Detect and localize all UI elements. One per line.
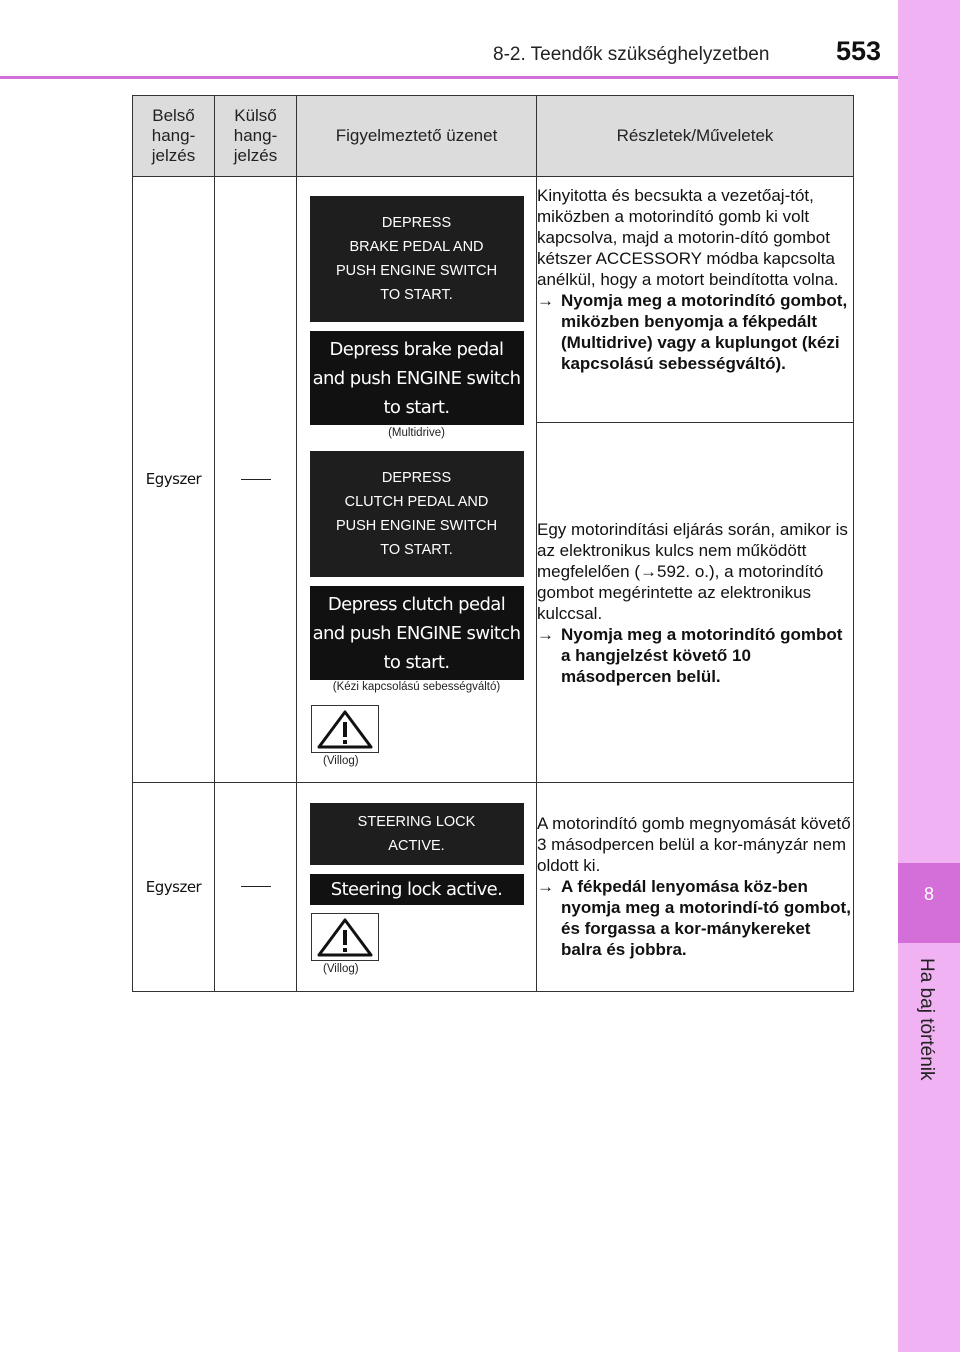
inner-buzzer-cell: Egyszer bbox=[133, 177, 215, 783]
table-header-row bbox=[133, 96, 854, 177]
detail-cell-b bbox=[537, 423, 854, 783]
warning-message-cell bbox=[297, 783, 537, 992]
detail-cell-c bbox=[537, 783, 854, 992]
warning-triangle-icon bbox=[311, 913, 379, 961]
caption-blink: (Villog) bbox=[323, 755, 359, 767]
message-display-lower-multidrive: Depress brake pedal and push ENGINE switch to start. bbox=[310, 331, 524, 425]
table-row bbox=[133, 783, 854, 992]
inner-buzzer-cell: Egyszer bbox=[133, 783, 215, 992]
header-details: Részletek/Műveletek bbox=[537, 96, 854, 177]
none-dash bbox=[241, 479, 271, 480]
detail-cell-a bbox=[537, 177, 854, 423]
warning-triangle-icon bbox=[311, 705, 379, 753]
arrow-right-icon: → bbox=[537, 624, 554, 644]
chapter-number: 8 bbox=[923, 884, 934, 904]
table-row bbox=[133, 177, 854, 423]
caption-blink: (Villog) bbox=[323, 963, 359, 975]
header-rule bbox=[0, 76, 898, 79]
message-display-lower-manual: Depress clutch pedal and push ENGINE switch to start. bbox=[310, 586, 524, 680]
warning-message-cell bbox=[297, 177, 537, 783]
detail-c-action: → A fékpedál lenyomása köz-ben nyomja meg a motorindí-tó gombot, és forgassa a kor-mánykereket balra és jobbra. bbox=[537, 877, 851, 959]
detail-a-text: Kinyitotta és becsukta a vezetőaj-tót, miközben a motorindító gomb ki volt kapcsolva, majd a motorin-dító gombot kétszer ACCESSORY módba kapcsolta anélkül, hogy a motort beindította volna. bbox=[537, 186, 839, 289]
message-display-steering-upper: STEERING LOCK ACTIVE. bbox=[310, 803, 524, 865]
chapter-title: Ha baj történik bbox=[916, 958, 937, 1081]
message-display-upper-multidrive: DEPRESS BRAKE PEDAL AND PUSH ENGINE SWITCH TO START. bbox=[310, 196, 524, 322]
detail-a-action: → Nyomja meg a motorindító gombot, miközben benyomja a fékpedált (Multidrive) vagy a kuplungot (kézi kapcsolású sebességváltó). bbox=[537, 291, 848, 373]
caption-manual: (Kézi kapcsolású sebességváltó) bbox=[332, 681, 501, 693]
caption-multidrive: (Multidrive) bbox=[388, 427, 445, 439]
detail-c-text: A motorindító gomb megnyomását követő 3 másodpercen belül a kor-mányzár nem oldott ki. bbox=[537, 814, 851, 875]
header-warning-message: Figyelmeztető üzenet bbox=[297, 96, 537, 177]
chapter-side-tab bbox=[898, 0, 960, 1352]
page-number: 553 bbox=[836, 36, 882, 66]
message-display-upper-manual: DEPRESS CLUTCH PEDAL AND PUSH ENGINE SWITCH TO START. bbox=[310, 451, 524, 577]
header-inner-buzzer: Belső hang-jelzés bbox=[133, 96, 215, 177]
arrow-right-icon: → bbox=[537, 291, 554, 310]
header-outer-buzzer: Külső hang-jelzés bbox=[215, 96, 297, 177]
warning-message-table bbox=[132, 95, 854, 992]
none-dash bbox=[241, 886, 271, 887]
outer-buzzer-cell bbox=[215, 177, 297, 783]
message-display-steering-lower: Steering lock active. bbox=[310, 874, 524, 905]
arrow-right-icon: → bbox=[537, 877, 554, 896]
outer-buzzer-cell bbox=[215, 783, 297, 992]
detail-b-action: → Nyomja meg a motorindító gombot a hangjelzést követő 10 másodpercen belül. bbox=[537, 624, 843, 686]
section-title: 8-2. Teendők szükséghelyzetben bbox=[493, 44, 770, 65]
detail-b-text: Egy motorindítási eljárás során, amikor is az elektronikus kulcs nem működött megfelelően (→592. o.), a motorindító gombot megérintette az elektronikus kulccsal. bbox=[537, 519, 848, 623]
